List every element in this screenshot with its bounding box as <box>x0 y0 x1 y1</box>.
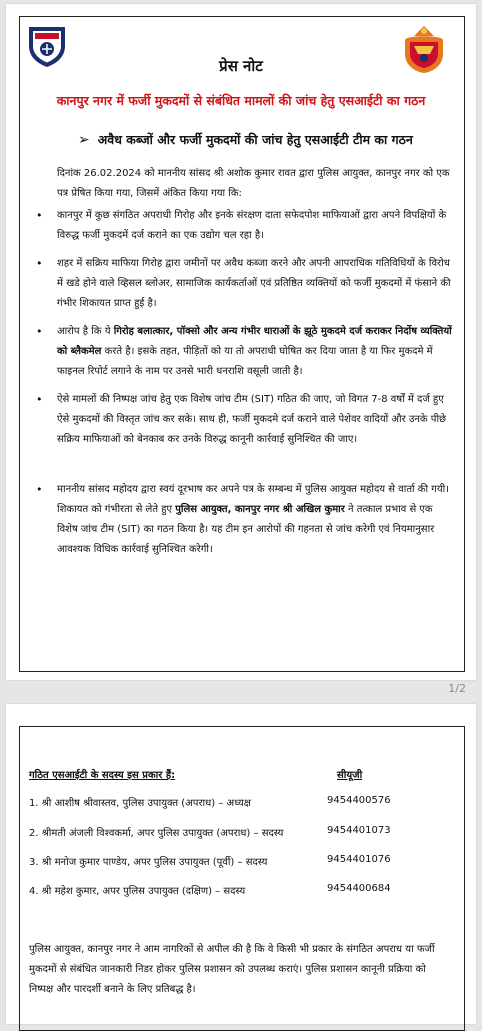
bullet-dot-icon: • <box>36 393 43 406</box>
bullet-5-text-a: माननीय सांसद महोदय द्वारा स्वयं दूरभाष कर अपने पत्र के सम्बन्ध में पुलिस आयुक्त महोदय से वार्ता की गयी। शिकायत को गंभीरता से लेते हुए <box>57 484 450 515</box>
cug-column-title: सीयूजी <box>337 770 363 781</box>
bullet-3-bold: गिरोह बलात्कार, पॉक्सो और अन्य गंभीर धाराओं के झूठे मुकदमे दर्ज कराकर निर्दोष व्यक्तियों को ब्लैकमेल <box>57 326 452 357</box>
intro-paragraph: दिनांक 26.02.2024 को माननीय सांसद श्री अशोक कुमार रावत द्वारा पुलिस आयुक्त, कानपुर नगर को एक पत्र प्रेषित किया गया, जिसमें अंकित किया गया कि: <box>57 168 450 199</box>
member-row-1-cug: 9454400576 <box>327 795 391 806</box>
arrow-bullet-icon: ➢ <box>78 131 90 148</box>
bullet-1 <box>36 206 455 246</box>
member-row-2-cug: 9454401073 <box>327 825 391 836</box>
member-row-3-cug: 9454401076 <box>327 854 391 865</box>
member-row-1-name: 1. श्री आशीष श्रीवास्तव, पुलिस उपायुक्त (अपराध) – अध्यक्ष <box>29 798 251 809</box>
section-heading-text: अवैध कब्जों और फर्जी मुकदमों की जांच हेतु एसआईटी टीम का गठन <box>97 132 413 147</box>
member-row-2-name: 2. श्रीमती अंजली विश्वकर्मा, अपर पुलिस उपायुक्त (अपराध) – सदस्य <box>29 828 284 839</box>
bullet-3-text-a: आरोप है कि ये <box>57 326 114 337</box>
bullet-dot-icon: • <box>36 209 43 222</box>
member-row-4-name: 4. श्री महेश कुमार, अपर पुलिस उपायुक्त (दक्षिण) – सदस्य <box>29 886 246 897</box>
bullet-5 <box>36 480 455 560</box>
bullet-2-text: शहर में सक्रिय माफिया गिरोह द्वारा जमीनों पर अवैध कब्जा करने और अपनी आपराधिक गतिविधियों के विरोध में खडे होने वाले व्हिसल ब्लोअर, सामाजिक कार्यकर्ताओं एवं प्रतिष्ठित व्यक्तियों को फर्जी मुकदमों में फंसाने की गंभीर शिकायत प्राप्त हुई है। <box>57 258 451 309</box>
page-indicator: 1/2 <box>448 682 466 695</box>
subtitle: कानपुर नगर में फर्जी मुकदमों से संबंधित मामलों की जांच हेतु एसआईटी का गठन <box>56 93 426 108</box>
bullet-dot-icon: • <box>36 325 43 338</box>
sit-members-title: गठित एसआईटी के सदस्य इस प्रकार हैं: <box>29 770 176 781</box>
member-row-3-name: 3. श्री मनोज कुमार पाण्डेय, अपर पुलिस उपायुक्त (पूर्वी) – सदस्य <box>29 857 268 868</box>
bullet-dot-icon: • <box>36 483 43 496</box>
page-title: प्रेस नोट <box>219 57 263 75</box>
section-heading <box>78 131 413 148</box>
bullet-5-bold: पुलिस आयुक्त, कानपुर नगर श्री अखिल कुमार <box>175 504 345 515</box>
bullet-3 <box>36 322 455 382</box>
bullet-5-text-b: ने तत्काल प्रभाव से एक विशेष जांच टीम (SIT) का गठन किया है। यह टीम इन आरोपों की गहनता से जांच करेगी एवं नियमानुसार आवश्यक विधिक कार्रवाई सुनिश्चित करेगी। <box>57 504 435 555</box>
bullet-3-text-b: करते है। इसके तहत, पीड़ितों को या तो अपराधी घोषित कर दिया जाता है या फिर मुकदमे में फाइनल रिपोर्ट लगाने के नाम पर उनसे भारी धनराशि वसूली जाती है। <box>57 346 433 377</box>
bullet-dot-icon: • <box>36 257 43 270</box>
bullet-4-text: ऐसे मामलों की निष्पक्ष जांच हेतु एक विशेष जांच टीम (SIT) गठित की जाए, जो विगत 7-8 वर्षों में दर्ज हुए ऐसे मुकदमों की विस्तृत जांच कर सके। साथ ही, फर्जी मुकदमे दर्ज कराने वाले पेशेवर वादियों और उनके पीछे सक्रिय माफियाओं को बेनकाब कर उनके विरुद्ध कानूनी कार्रवाई सुनिश्चित की जाए। <box>57 394 447 445</box>
bullet-1-text: कानपुर में कुछ संगठित अपराधी गिरोह और इनके संरक्षण दाता सफेदपोश माफियाओं द्वारा अपने विपक्षियों के विरुद्ध फर्जी मुकदमें दर्ज कराने का एक उद्योग चल रहा है। <box>57 210 447 241</box>
member-row-4-cug: 9454400684 <box>327 883 391 894</box>
bullet-2 <box>36 254 455 314</box>
public-appeal-paragraph: पुलिस आयुक्त, कानपुर नगर ने आम नागरिकों से अपील की है कि वे किसी भी प्रकार के संगठित अपराध या फर्जी मुकदमों से संबंधित जानकारी निडर होकर पुलिस प्रशासन को उपलब्ध कराएं। पुलिस प्रशासन कानूनी प्रक्रिया को निष्पक्ष और पारदर्शी बनाने के लिए प्रतिबद्ध है। <box>29 944 435 995</box>
bullet-4 <box>36 390 455 450</box>
